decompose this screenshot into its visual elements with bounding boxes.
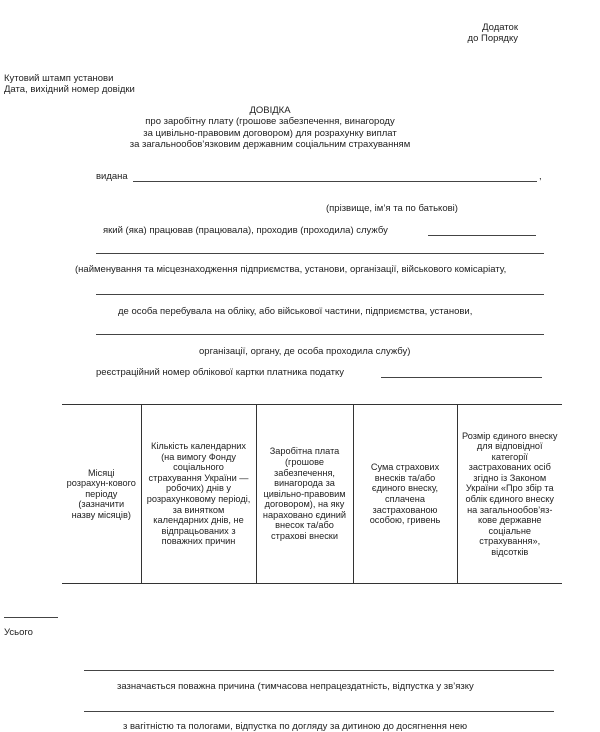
stamp-line-1: Кутовий штамп установи bbox=[4, 73, 114, 84]
title-main: ДОВІДКА bbox=[249, 105, 291, 116]
org-line-2[interactable] bbox=[96, 294, 544, 295]
stamp-block bbox=[4, 73, 135, 96]
issued-label: видана bbox=[96, 171, 128, 182]
tax-line[interactable] bbox=[381, 377, 542, 378]
issued-comma: , bbox=[539, 171, 542, 182]
org-hint: (найменування та місцезнаходження підприємства, установи, організації, військового комісаріату, bbox=[75, 264, 507, 275]
document-title bbox=[60, 105, 480, 151]
org-line-1[interactable] bbox=[96, 253, 544, 254]
reason-line-1[interactable] bbox=[84, 670, 554, 671]
header-contribution-sum: Сума страхових внесків та/або єдиного внеску, сплачена застрахованою особою, гривень bbox=[353, 405, 457, 584]
reason-cutoff: з вагітністю та пологами, відпустка по догляду за дитиною до досягнення нею bbox=[123, 721, 468, 732]
appendix-line-2: до Порядку bbox=[467, 33, 518, 45]
salary-table bbox=[62, 404, 562, 584]
worked-label: який (яка) працював (працювала), проходив (проходила) службу bbox=[103, 225, 388, 236]
total-rule bbox=[4, 617, 58, 618]
table-header-row bbox=[62, 405, 562, 584]
worked-line[interactable] bbox=[428, 235, 536, 236]
tax-label: реєстраційний номер облікової картки платника податку bbox=[96, 367, 345, 378]
title-line-1: про заробітну плату (грошове забезпечення, винагороду bbox=[145, 116, 395, 128]
stamp-line-2: Дата, вихідний номер довідки bbox=[4, 84, 135, 96]
header-month: Місяці розрахун-кового періоду (зазначити назву місяців) bbox=[62, 405, 141, 584]
name-hint: (прізвище, ім’я та по батькові) bbox=[326, 203, 458, 214]
title-line-3: за загальнообов’язковим державним соціальним страхуванням bbox=[129, 139, 411, 151]
header-salary: Заробітна плата (грошове забезпечення, винагорода за цивільно-правовим договором), на яку нараховано єдиний внесок та/або страхові внески bbox=[256, 405, 353, 584]
appendix-line-1: Додаток bbox=[482, 22, 518, 33]
total-label: Усього bbox=[4, 627, 33, 638]
appendix-label bbox=[448, 22, 518, 45]
reason-line-2[interactable] bbox=[84, 711, 554, 712]
service-hint: організації, органу, де особа проходила службу) bbox=[199, 346, 411, 357]
header-days: Кількість календарних (на вимогу Фонду соціального страхування України — робочих) днів у розрахунковому періоді, за винятком календарних днів, не відпрацьованих з поважних причин bbox=[141, 405, 256, 584]
title-line-2: за цивільно-правовим договором) для розрахунку виплат bbox=[143, 127, 397, 139]
header-contribution-rate: Розмір єдиного внеску для відповідної категорії застрахованих осіб згідно із Законом України «Про збір та облік єдиного внеску на загальнообов’яз-кове державне соціальне страхування», відсотків bbox=[457, 405, 562, 584]
reason-hint: зазначається поважна причина (тимчасова непрацездатність, відпустка у зв’язку bbox=[117, 681, 474, 692]
issued-line[interactable] bbox=[133, 181, 537, 182]
org-line-3[interactable] bbox=[96, 334, 544, 335]
registered-hint: де особа перебувала на обліку, або військової частини, підприємства, установи, bbox=[118, 306, 473, 317]
